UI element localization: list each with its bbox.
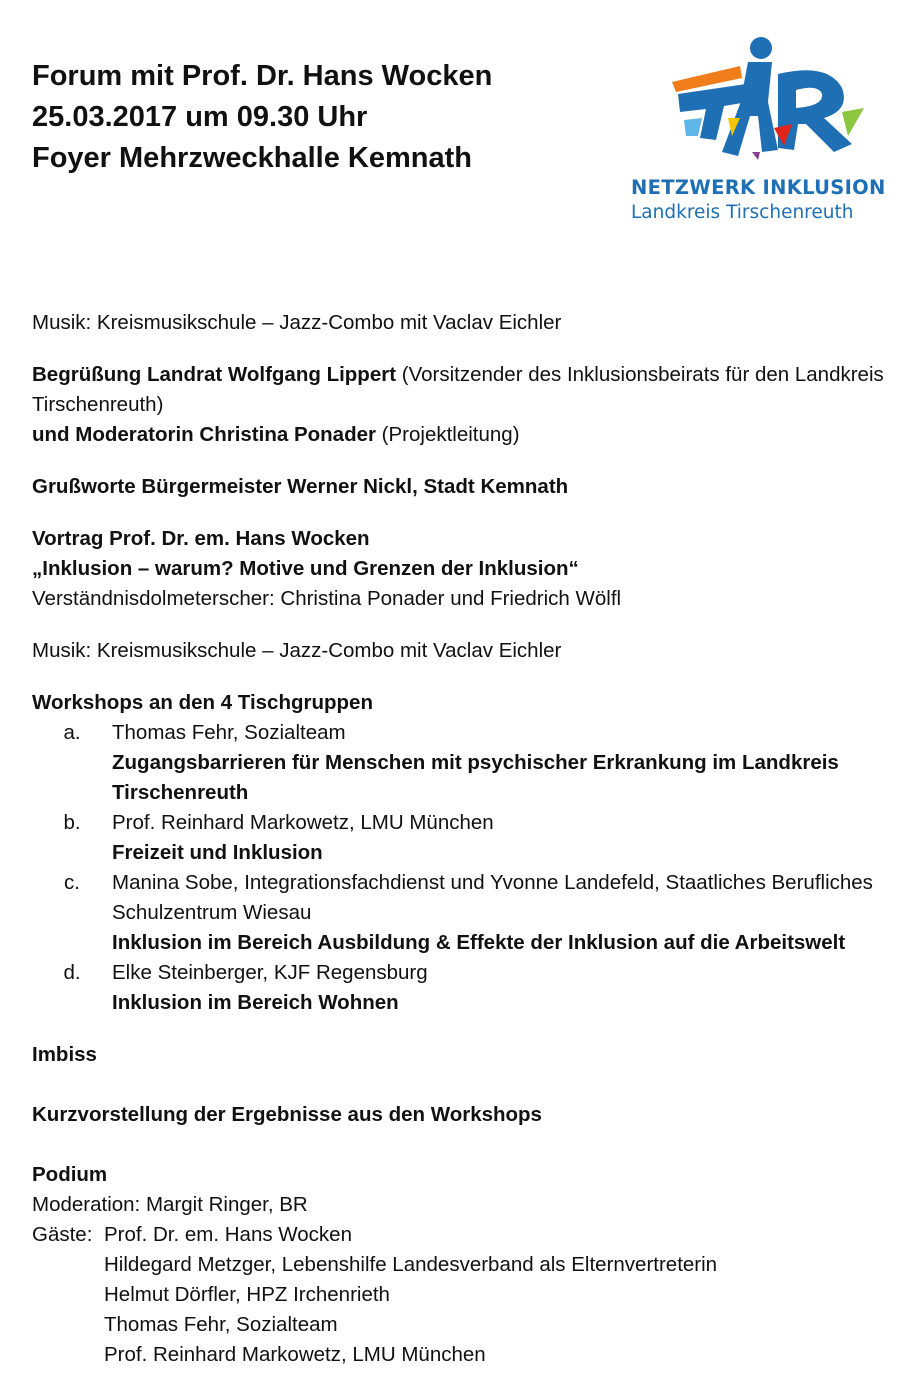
guest-name: Hildegard Metzger, Lebenshilfe Landesverband als Elternvertreterin — [104, 1253, 718, 1276]
moderator-role: (Projektleitung) — [375, 423, 520, 446]
list-item — [32, 718, 892, 808]
workshop-letter: c. — [64, 871, 80, 894]
logo-light-blue-shape — [684, 118, 702, 136]
workshop-letter: a. — [63, 721, 81, 744]
talk-title: Vortrag Prof. Dr. em. Hans Wocken — [32, 527, 370, 550]
guest-name: Helmut Dörfler, HPZ Irchenrieth — [104, 1283, 390, 1306]
list-item — [32, 958, 892, 1018]
podium-moderation: Moderation: Margit Ringer, BR — [32, 1193, 308, 1216]
greeting: Grußworte Bürgermeister Werner Nickl, Stadt Kemnath — [32, 475, 569, 498]
guest-name: Prof. Reinhard Markowetz, LMU München — [104, 1343, 486, 1366]
welcome-speaker: Begrüßung Landrat Wolfgang Lippert — [32, 363, 397, 386]
workshop-topic: Zugangsbarrieren für Menschen mit psychischer Erkrankung im Landkreis Tirschenreuth — [112, 751, 839, 804]
workshop-topic: Inklusion im Bereich Wohnen — [112, 991, 399, 1014]
guest-name: Prof. Dr. em. Hans Wocken — [104, 1223, 352, 1246]
workshop-letter: b. — [63, 811, 81, 834]
netzwerk-inklusion-logo — [628, 32, 886, 232]
page-title — [32, 56, 492, 179]
workshop-topic: Inklusion im Bereich Ausbildung & Effekte der Inklusion auf die Arbeitswelt — [112, 931, 846, 954]
guest-name: Thomas Fehr, Sozialteam — [104, 1313, 338, 1336]
talk-interpreters: Verständnisdolmeterscher: Christina Ponader und Friedrich Wölfl — [32, 587, 622, 610]
title-date: 25.03.2017 um 09.30 Uhr — [32, 101, 368, 133]
podium-section — [32, 1160, 892, 1370]
workshop-topic: Freizeit und Inklusion — [112, 841, 323, 864]
welcome-section — [32, 360, 892, 450]
workshops-heading: Workshops an den 4 Tischgruppen — [32, 691, 373, 714]
logo-org-name: NETZWERK INKLUSION — [631, 176, 886, 199]
results-presentation: Kurzvorstellung der Ergebnisse aus den Workshops — [32, 1103, 542, 1126]
music-intro: Musik: Kreismusikschule – Jazz-Combo mit Vaclav Eichler — [32, 311, 562, 334]
program-content — [32, 308, 892, 1392]
logo-r-shape — [778, 70, 852, 152]
workshop-speaker: Manina Sobe, Integrationsfachdienst und Yvonne Landefeld, Staatliches Berufliches Schulzentrum Wiesau — [112, 871, 873, 924]
logo-district: Landkreis Tirschenreuth — [631, 202, 854, 223]
guest-row-first — [32, 1220, 892, 1250]
title-event: Forum mit Prof. Dr. Hans Wocken — [32, 60, 493, 92]
podium-heading: Podium — [32, 1163, 108, 1186]
logo-purple-accent — [752, 152, 760, 160]
logo-green-triangle — [842, 108, 864, 136]
tir-logo-mark — [628, 32, 878, 172]
title-venue: Foyer Mehrzweckhalle Kemnath — [32, 142, 472, 174]
workshop-speaker: Thomas Fehr, Sozialteam — [112, 721, 346, 744]
welcome-role: (Vorsitzender des Inklusionsbeirats für den Landkreis Tirschenreuth) — [32, 363, 884, 416]
moderator-name: und Moderatorin Christina Ponader — [32, 423, 376, 446]
snack-break: Imbiss — [32, 1043, 97, 1066]
workshop-speaker: Prof. Reinhard Markowetz, LMU München — [112, 811, 494, 834]
list-item — [32, 868, 892, 958]
talk-subtitle: „Inklusion – warum? Motive und Grenzen der Inklusion“ — [32, 557, 579, 580]
workshop-speaker: Elke Steinberger, KJF Regensburg — [112, 961, 428, 984]
guests-label: Gäste: — [32, 1223, 93, 1246]
workshops-section — [32, 688, 892, 1018]
workshop-letter: d. — [63, 961, 81, 984]
music-break: Musik: Kreismusikschule – Jazz-Combo mit Vaclav Eichler — [32, 639, 562, 662]
logo-figure-head — [750, 37, 772, 59]
talk-section — [32, 524, 892, 614]
list-item — [32, 808, 892, 868]
